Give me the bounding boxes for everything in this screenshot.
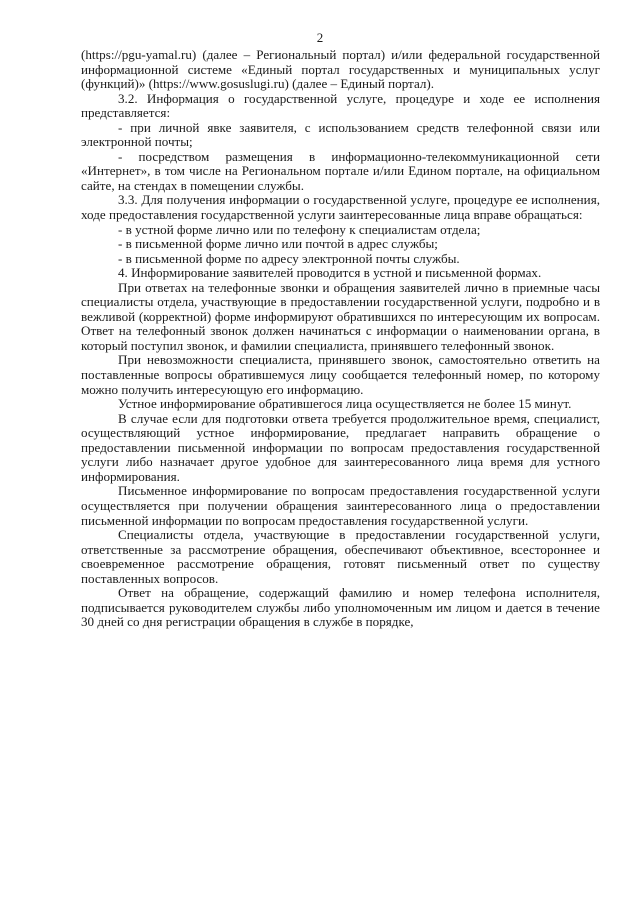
paragraph: При невозможности специалиста, принявшего звонок, самостоятельно ответить на поставленные вопросы обратившемуся лицу сообщается телефонный номер, по которому можно получить интересующую его информацию. <box>81 352 600 397</box>
paragraph: При ответах на телефонные звонки и обращения заявителей лично в приемные часы специалисты отдела, участвующие в предоставлении государственной услуги, подробно и в вежливой (корректной) форме информируют обратившихся по интересующим их вопросам. Ответ на телефонный звонок должен начинаться с информации о наименовании органа, в который поступил звонок, и фамилии специалиста, принявшего телефонный звонок. <box>81 279 600 353</box>
paragraph: (https://pgu-yamal.ru) (далее – Региональный портал) и/или федеральной государственной информационной системе «Единый портал государственных и муниципальных услуг (функций)» (https://www.gosuslugi.ru) (далее – Единый портал). <box>81 47 600 92</box>
paragraph: - в устной форме лично или по телефону к специалистам отдела; <box>118 221 481 237</box>
paragraph: Письменное информирование по вопросам предоставления государственной услуги осуществляется при получении обращения заинтересованного лица о предоставлении письменной информации по вопросам предоставления государственной услуги. <box>81 483 600 528</box>
paragraph: Ответ на обращение, содержащий фамилию и номер телефона исполнителя, подписывается руководителем службы либо уполномоченным им лицом и дается в течение 30 дней со дня регистрации обращения в службе в порядке, <box>81 585 600 630</box>
paragraph: - в письменной форме лично или почтой в адрес службы; <box>118 236 438 252</box>
paragraph: Специалисты отдела, участвующие в предоставлении государственной услуги, ответственные за рассмотрение обращения, обеспечивают объективное, всестороннее и своевременное рассмотрение обращения, готовят письменный ответ по существу поставленных вопросов. <box>81 527 600 586</box>
paragraph: 3.2. Информация о государственной услуге, процедуре и ходе ее исполнения представляется: <box>81 90 600 121</box>
paragraph: - в письменной форме по адресу электронной почты службы. <box>118 250 460 266</box>
paragraph: В случае если для подготовки ответа требуется продолжительное время, специалист, осуществляющий устное информирование, предлагает направить обращение о предоставлении письменной информации по вопросам предоставления государственной услуги либо назначает другое удобное для заинтересованного лица время для устного информирования. <box>81 410 600 484</box>
page-number: 2 <box>316 30 324 45</box>
paragraph: 3.3. Для получения информации о государственной услуге, процедуре ее исполнения, ходе предоставления государственной услуги заинтересованные лица вправе обращаться: <box>81 192 600 223</box>
paragraph: - посредством размещения в информационно-телекоммуникационной сети «Интернет», в том числе на Региональном портале и/или Едином портале, на официальном сайте, на стендах в помещении службы. <box>81 148 600 193</box>
document-body <box>81 48 600 630</box>
paragraph: - при личной явке заявителя, с использованием средств телефонной связи или электронной почты; <box>81 119 600 150</box>
paragraph: Устное информирование обратившегося лица осуществляется не более 15 минут. <box>118 396 572 412</box>
paragraph: 4. Информирование заявителей проводится в устной и письменной формах. <box>118 265 542 281</box>
